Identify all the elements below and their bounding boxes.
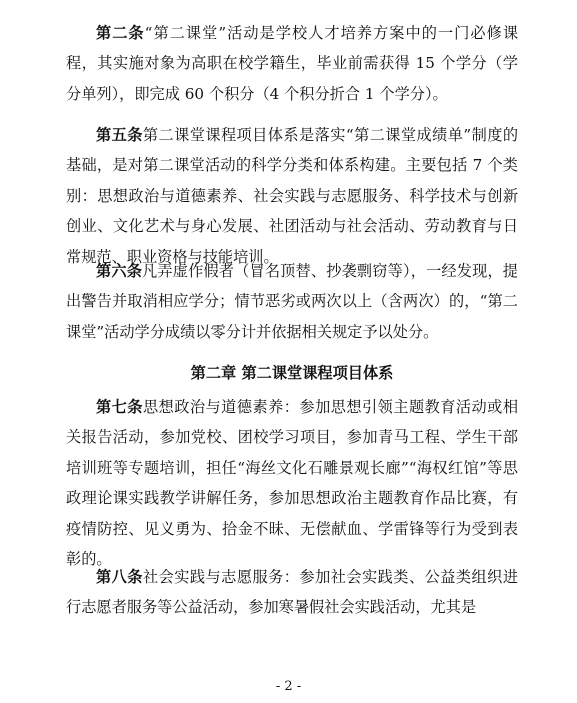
article-6-label: 第六条 bbox=[96, 262, 143, 280]
chapter-heading: 第二章 第二课堂课程项目体系 bbox=[190, 364, 394, 382]
article-2-paragraph bbox=[66, 18, 518, 109]
article-8-text: 社会实践与志愿服务：参加社会实践类、公益类组织进行志愿者服务等公益活动，参加寒暑假社会实践活动，尤其是 bbox=[66, 568, 519, 617]
article-7-text: 思想政治与道德素养：参加思想引领主题教育活动或相关报告活动，参加党校、团校学习项目，参加青马工程、学生干部培训班等专题培训，担任“海丝文化石雕景观长廊”“海权红馆”等思政理论课实践教学讲解任务，参加思想政治主题教育作品比赛，有疫情防控、见义勇为、拾金不昧、无偿献血、学雷锋等行为受到表彰的。 bbox=[66, 398, 519, 569]
article-6-paragraph bbox=[66, 256, 518, 347]
article-7-label: 第七条 bbox=[96, 398, 143, 416]
article-2-text: “第二课堂”活动是学校人才培养方案中的一门必修课程，其实施对象为高职在校学籍生，毕业前需获得 15 个学分（学分单列），即完成 60 个积分（4 个积分折合 1 个学分）。 bbox=[66, 24, 519, 103]
article-5-paragraph bbox=[66, 120, 518, 272]
article-7-paragraph bbox=[66, 392, 518, 574]
article-2-label: 第二条 bbox=[96, 24, 145, 42]
page-number: - 2 - bbox=[275, 679, 302, 694]
article-8-label: 第八条 bbox=[96, 568, 143, 586]
article-5-text: 第二课堂课程项目体系是落实“第二课堂成绩单”制度的基础，是对第二课堂活动的科学分类和体系构建。主要包括 7 个类别：思想政治与道德素养、社会实践与志愿服务、科学技术与创新创业、文化艺术与身心发展、社团活动与社会活动、劳动教育与日常规范、职业资格与技能培训。 bbox=[66, 126, 519, 266]
article-6-text: 凡弄虚作假者（冒名顶替、抄袭剽窃等），一经发现，提出警告并取消相应学分；情节恶劣或两次以上（含两次）的，“第二课堂”活动学分成绩以零分计并依据相关规定予以处分。 bbox=[66, 262, 518, 341]
article-8-paragraph bbox=[66, 562, 518, 623]
article-5-label: 第五条 bbox=[96, 126, 143, 144]
